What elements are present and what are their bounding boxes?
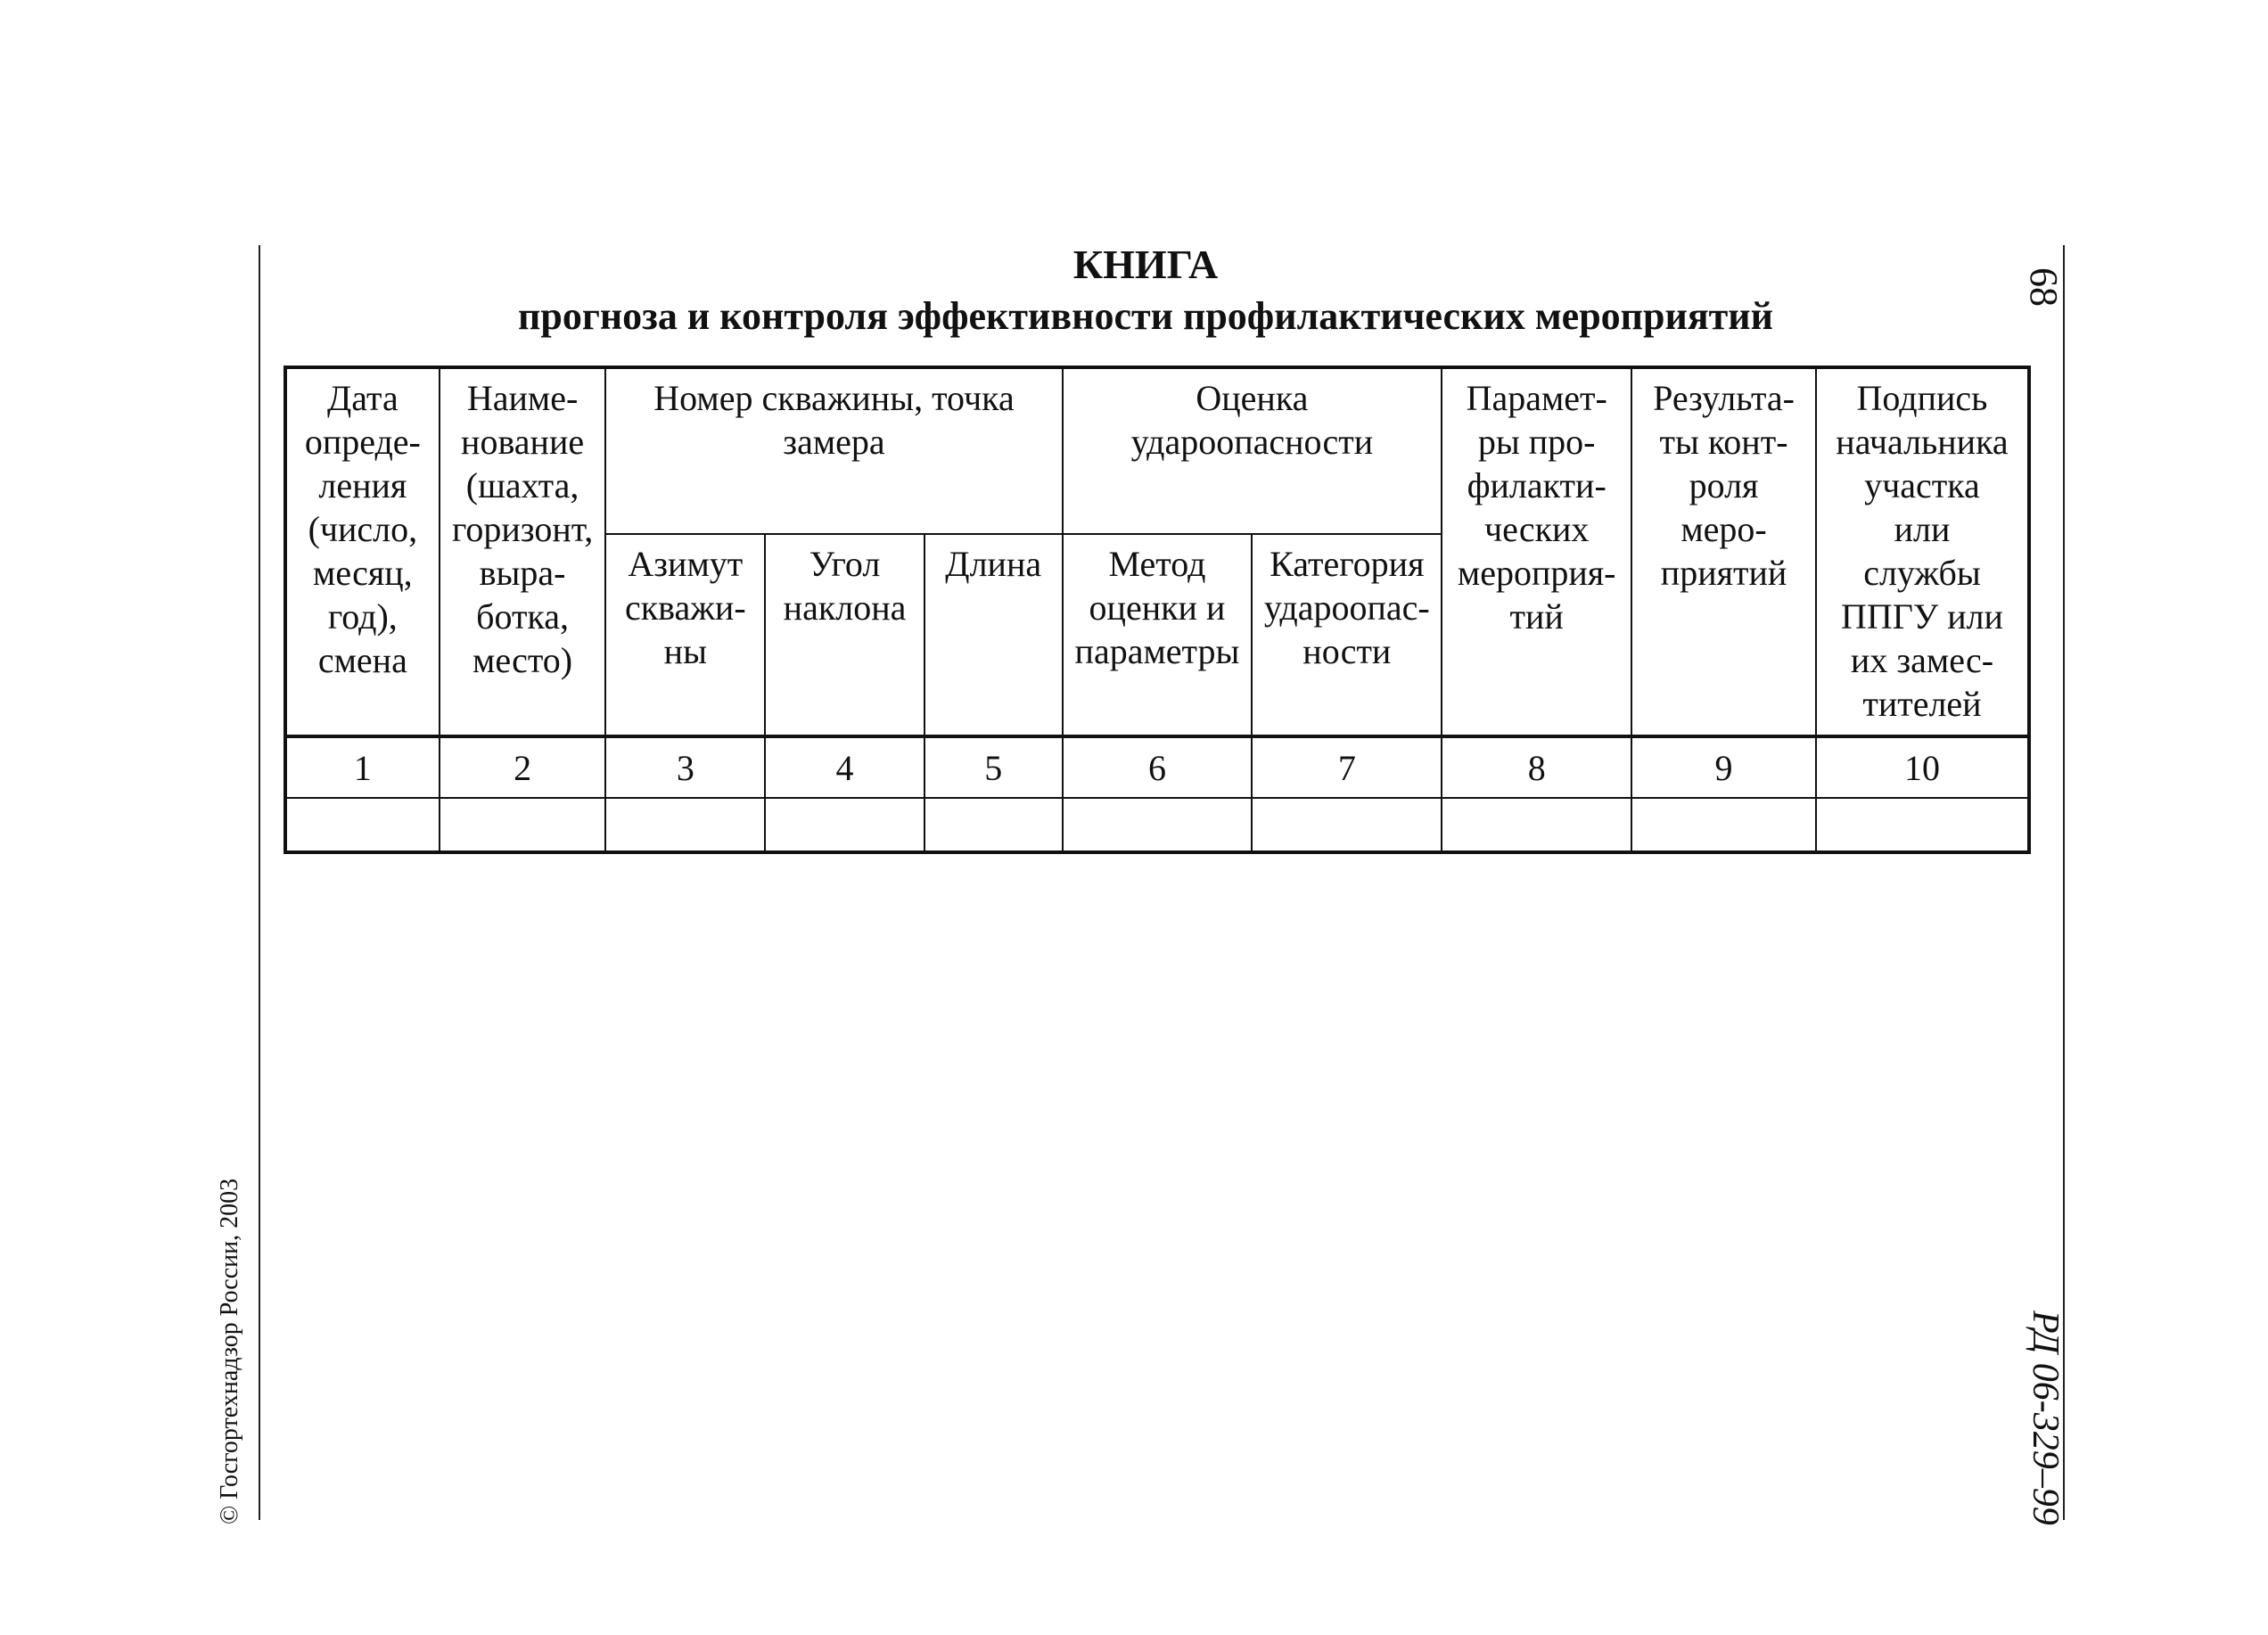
empty-cell — [1442, 798, 1631, 852]
column-number: 10 — [1816, 736, 2029, 798]
column-number: 8 — [1442, 736, 1631, 798]
column-number: 1 — [285, 736, 440, 798]
header-group-well: Номер скважины, точка замера — [605, 367, 1062, 534]
header-date: Дата опреде- ления (число, месяц, год), смена — [285, 367, 440, 736]
empty-cell — [1252, 798, 1442, 852]
column-number: 2 — [440, 736, 606, 798]
header-length: Длина — [924, 534, 1063, 736]
forecast-control-table — [284, 366, 2031, 854]
empty-cell — [765, 798, 924, 852]
header-parameters: Парамет- ры про- филакти- ческих мероприя- тий — [1442, 367, 1631, 736]
header-group-hazard: Оценка удароопасности — [1063, 367, 1442, 534]
empty-cell — [605, 798, 765, 852]
header-category: Категория удароопас- ности — [1252, 534, 1442, 736]
header-angle: Угол наклона — [765, 534, 924, 736]
column-number-row — [285, 736, 2029, 798]
header-row-top — [285, 367, 2029, 534]
empty-cell — [1816, 798, 2029, 852]
empty-cell — [1063, 798, 1253, 852]
copyright-notice: © Госгортехнадзор России, 2003 — [216, 1178, 243, 1524]
title-subtitle: прогноза и контроля эффективности профилактических мероприятий — [518, 294, 1773, 338]
empty-cell — [924, 798, 1063, 852]
empty-cell — [440, 798, 606, 852]
header-method: Метод оценки и параметры — [1063, 534, 1253, 736]
document-code: РД 06-329–99 — [2025, 1310, 2066, 1525]
column-number: 5 — [924, 736, 1063, 798]
document-title — [294, 239, 1997, 342]
page-number: 68 — [2022, 267, 2066, 307]
left-margin-rule — [259, 245, 260, 1520]
header-name: Наиме- нование (шахта, горизонт, выра- ботка, место) — [440, 367, 606, 736]
column-number: 9 — [1631, 736, 1816, 798]
column-number: 6 — [1063, 736, 1253, 798]
title-main: КНИГА — [1072, 242, 1219, 287]
header-signature: Подпись начальника участка или службы ППГУ или их замес- тителей — [1816, 367, 2029, 736]
header-azimuth: Азимут скважи- ны — [605, 534, 765, 736]
column-number: 7 — [1252, 736, 1442, 798]
empty-cell — [285, 798, 440, 852]
empty-cell — [1631, 798, 1816, 852]
column-number: 3 — [605, 736, 765, 798]
header-results: Результа- ты конт- роля меро- приятий — [1631, 367, 1816, 736]
empty-entry-row — [285, 798, 2029, 852]
column-number: 4 — [765, 736, 924, 798]
